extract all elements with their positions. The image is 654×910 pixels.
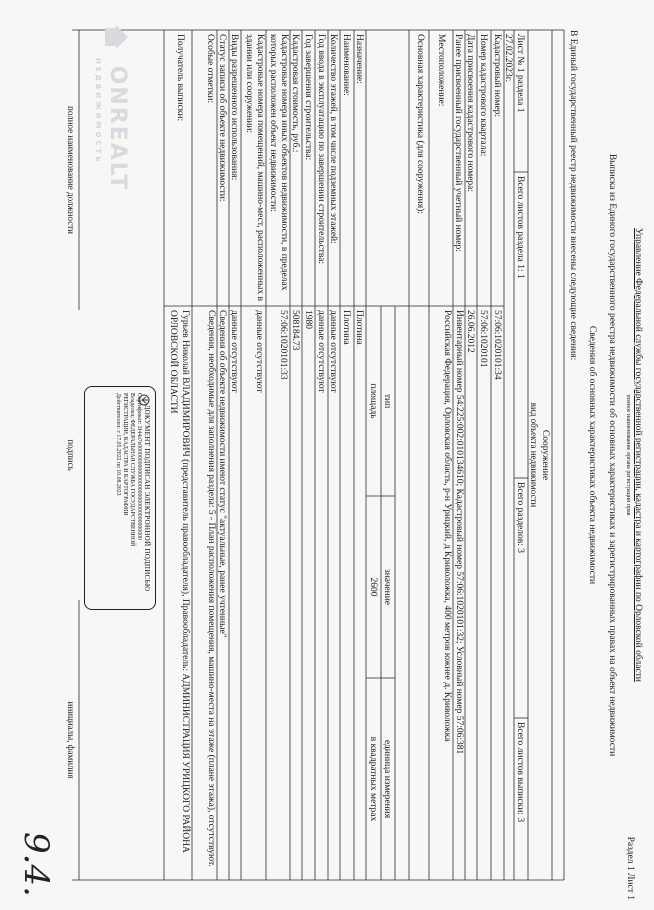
row-value: Плотина xyxy=(354,310,364,345)
row-label: Особые отметки: xyxy=(205,34,215,104)
row-value: данные отсутствуют xyxy=(316,310,326,393)
row-value: данные отсутствуют xyxy=(229,310,239,393)
name-caption: инициалы, фамилия xyxy=(66,701,76,779)
row-label: Ранее присвоенный государственный учетный номер: xyxy=(453,34,463,252)
row-value: Российская Федерация, Орловская область, р-н Урицкий, д Криволожка, 400 метров южнее д. Криволожка xyxy=(442,310,452,742)
row-value: 57:06:1020101 xyxy=(478,310,488,368)
char-header-type: тип xyxy=(382,393,392,409)
authority-name: Управление Федеральной службы государственной регистрации, кадастра и картографии по Орловской области xyxy=(633,228,643,682)
char-type: площадь xyxy=(368,383,378,419)
row-label: Количество этажей, в том числе подземных этажей: xyxy=(328,34,338,244)
row-label: Номер кадастрового квартала: xyxy=(478,34,488,157)
row-label: Получатель выписки: xyxy=(175,34,185,122)
row-label: Кадастровые номера помещений, машино-мест, расположенных в здании или сооружении: xyxy=(244,34,265,301)
object-type-caption: вид объекта недвижимости xyxy=(529,402,539,508)
row-value: Плотина xyxy=(341,310,351,345)
row-value: 1980 xyxy=(303,310,313,329)
stamp-line: Владелец: ФЕДЕРАЛЬНАЯ СЛУЖБА ГОСУДАРСТВЕННОЙ xyxy=(129,393,135,547)
stamp-line: Действителен: с 17.05.2022 по 10.08.2023 xyxy=(115,393,121,496)
signature-caption: подпись xyxy=(66,439,76,471)
row-value: Инвентарный номер 54:225:002:010134610; Кадастровый номер 57:06:1020101:32; Условный номер 57:06:381 xyxy=(454,310,464,755)
char-value: 2600 xyxy=(368,577,378,597)
authority-caption: полное наименование органа регистрации прав xyxy=(625,394,631,516)
stamp-line: Сертификат: 3f44a7e000000000000000000000000000000000 xyxy=(136,393,142,540)
emblem-icon xyxy=(137,393,151,407)
section-sheet-label: Раздел 1 Лист 1 xyxy=(625,836,635,900)
row-label: Кадастровая стоимость, руб.: xyxy=(290,34,300,153)
total-extract-sheets: Всего листов выписки: 3 xyxy=(515,722,525,823)
row-label: Кадастровые номера иных объектов недвижимости, в пределах которых расположен объект недвижимости: xyxy=(268,34,289,291)
row-value: 26.06.2012 xyxy=(465,310,475,353)
house-logo-icon xyxy=(102,22,132,52)
row-value: Сведения об объекте недвижимости имеют статус "актуальные, ранее учтенные" xyxy=(217,310,227,638)
position-caption: полное наименование должности xyxy=(66,106,76,234)
watermark-sub: НЕДВИЖИМОСТЬ xyxy=(94,58,102,165)
row-label: Наименование: xyxy=(341,34,351,96)
extract-date: 27.02.2023г. xyxy=(503,34,513,82)
row-value: 57:06:1020101:33 xyxy=(278,310,288,380)
section-title: Сведения об основных характеристиках объекта недвижимости xyxy=(587,325,597,585)
intro-text: В Единый государственный реестр недвижимости внесены следующие сведения: xyxy=(568,30,578,361)
total-sections: Всего разделов: 3 xyxy=(515,482,525,554)
row-value: 508184.73 xyxy=(290,310,300,351)
row-value: Гурьев Николай ВЛАДИМИРОВИЧ (представитель правообладателя), Правообладатель: АДМИНИСТРАЦИЯ УРИЦКОГО РАЙОНА ОРЛОВСКОЙ ОБЛАСТИ xyxy=(168,310,190,853)
row-value: данные отсутствуют xyxy=(254,310,264,393)
watermark xyxy=(94,22,132,191)
row-label: Виды разрешенного использования: xyxy=(229,34,239,181)
stamp-title: ДОКУМЕНТ ПОДПИСАН ЭЛЕКТРОННОЙ ПОДПИСЬЮ xyxy=(143,404,151,592)
row-value: Сведения, необходимые для заполнения раздела: 5 - План расположения помещения, машино-места на этаже (плане этажа), отсутствуют. xyxy=(206,310,216,867)
row-label: Дата присвоения кадастрового номера: xyxy=(465,34,475,193)
row-label: Год ввода в эксплуатацию по завершении строительства: xyxy=(316,34,326,265)
char-unit: в квадратных метрах xyxy=(368,736,378,822)
char-header-unit: единица измерения xyxy=(382,739,392,819)
object-type: Сооружение xyxy=(540,429,550,481)
e-signature-stamp xyxy=(84,386,156,610)
row-value: 57:06:1020101:34 xyxy=(492,310,502,380)
sheet-number: Лист № 1 раздела 1 xyxy=(515,34,525,113)
handwritten-mark: 9.4. xyxy=(16,832,56,897)
row-label: Основная характеристика (для сооружения): xyxy=(415,34,425,214)
extract-title: Выписка из Единого государственного реестра недвижимости об основных характеристиках и зарегистрированных правах на объект недвижимости xyxy=(607,153,617,757)
row-label: Кадастровый номер: xyxy=(492,34,502,118)
watermark-name: ONREALT xyxy=(105,65,130,192)
row-value: данные отсутствуют xyxy=(328,310,338,393)
row-label: Назначение: xyxy=(354,34,364,84)
stamp-line: РЕГИСТРАЦИИ, КАДАСТРА И КАРТОГРАФИИ xyxy=(122,393,128,516)
row-label: Местоположение: xyxy=(436,34,446,107)
row-label: Статус записи об объекте недвижимости: xyxy=(217,34,227,202)
char-header-value: значение xyxy=(382,568,392,606)
total-section-sheets: Всего листов раздела 1: 1 xyxy=(515,176,525,279)
row-label: Год завершения строительства: xyxy=(303,34,313,161)
